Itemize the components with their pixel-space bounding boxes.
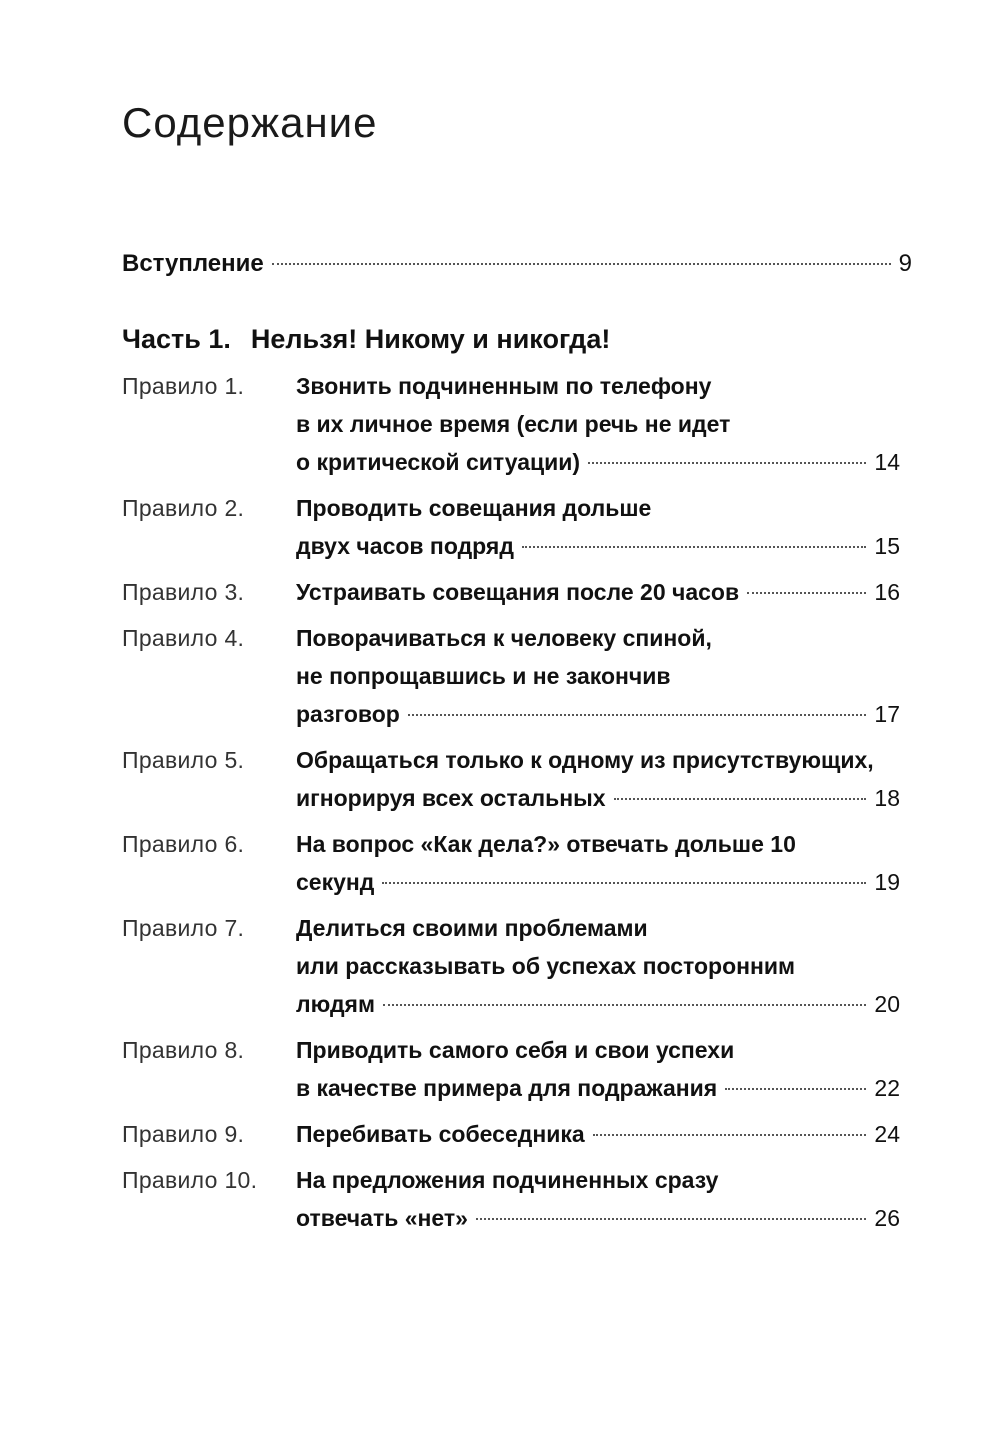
toc-entry-rule[interactable] — [122, 825, 900, 901]
rule-title-last-line — [296, 1199, 900, 1237]
toc-entry-rule[interactable] — [122, 489, 900, 565]
toc-page-number: 19 — [874, 869, 900, 895]
rule-label: Правило 6. — [122, 831, 245, 857]
toc-entry-rule[interactable] — [122, 1161, 900, 1237]
rule-title-line: На предложения подчиненных сразу — [296, 1167, 719, 1193]
dot-leader — [588, 462, 866, 464]
rule-title — [296, 619, 900, 733]
dot-leader — [383, 1004, 866, 1006]
rule-title-line: в качестве примера для подражания — [296, 1075, 718, 1101]
dot-leader — [476, 1218, 866, 1220]
rule-title — [296, 367, 900, 481]
toc-entry-rule[interactable] — [122, 573, 900, 611]
rule-title-line: секунд — [296, 869, 375, 895]
rule-title — [296, 741, 900, 817]
dot-leader — [725, 1088, 866, 1090]
rule-title-line: разговор — [296, 701, 400, 727]
toc-page-number: 26 — [874, 1205, 900, 1231]
dot-leader — [593, 1134, 867, 1136]
page-title: Содержание — [122, 99, 378, 146]
rule-title-last-line — [296, 779, 900, 817]
rule-label: Правило 7. — [122, 915, 245, 941]
rule-title-last-line — [296, 573, 900, 611]
rule-title-line: людям — [296, 991, 375, 1017]
toc-page-number: 15 — [874, 533, 900, 559]
part-number: Часть 1. — [122, 324, 231, 354]
toc-page-number: 18 — [874, 785, 900, 811]
toc-page-number: 9 — [898, 250, 912, 277]
rule-title-last-line — [296, 1115, 900, 1153]
rule-title — [296, 489, 900, 565]
rule-title-line: Проводить совещания дольше — [296, 495, 652, 521]
dot-leader — [522, 546, 866, 548]
toc-page-number: 17 — [874, 701, 900, 727]
rule-title-last-line — [296, 863, 900, 901]
rule-label: Правило 1. — [122, 373, 245, 399]
dot-leader — [614, 798, 867, 800]
toc-page-number: 20 — [874, 991, 900, 1017]
part-heading — [122, 320, 610, 358]
rule-title-line: или рассказывать об успехах посторонним — [296, 953, 796, 979]
dot-leader — [747, 592, 866, 594]
rule-title-line: Обращаться только к одному из присутствующих, — [296, 747, 874, 773]
rule-label: Правило 2. — [122, 495, 245, 521]
toc-page-number: 24 — [874, 1121, 900, 1147]
rule-title-last-line — [296, 985, 900, 1023]
rule-title — [296, 573, 900, 611]
rule-title-line: Делиться своими проблемами — [296, 915, 648, 941]
rule-title-line: Устраивать совещания после 20 часов — [296, 579, 740, 605]
rule-title-line: отвечать «нет» — [296, 1205, 468, 1231]
toc-entry-rule[interactable] — [122, 1031, 900, 1107]
rule-title-line: не попрощавшись и не закончив — [296, 663, 671, 689]
rule-label: Правило 10. — [122, 1167, 258, 1193]
rule-title — [296, 1161, 900, 1237]
rule-title-line: двух часов подряд — [296, 533, 514, 559]
dot-leader — [382, 882, 866, 884]
rule-label: Правило 8. — [122, 1037, 245, 1063]
dot-leader — [272, 263, 891, 265]
rule-title-line: игнорируя всех остальных — [296, 785, 606, 811]
toc-entry-rule[interactable] — [122, 367, 900, 481]
toc-entry-intro[interactable] — [122, 245, 912, 283]
toc-entry-label: Вступление — [122, 250, 264, 277]
toc-entry-rule[interactable] — [122, 1115, 900, 1153]
rule-title-line: Звонить подчиненным по телефону — [296, 373, 712, 399]
toc-page-number: 22 — [874, 1075, 900, 1101]
rule-label: Правило 5. — [122, 747, 245, 773]
toc-entry-rule[interactable] — [122, 741, 900, 817]
rule-title — [296, 1115, 900, 1153]
toc-page-number: 16 — [874, 579, 900, 605]
rule-title-last-line — [296, 1069, 900, 1107]
rule-title — [296, 825, 900, 901]
rule-title-line: в их личное время (если речь не идет — [296, 411, 731, 437]
rule-label: Правило 9. — [122, 1121, 245, 1147]
rule-title-last-line — [296, 443, 900, 481]
dot-leader — [408, 714, 867, 716]
rule-title-line: о критической ситуации) — [296, 449, 581, 475]
rule-label: Правило 3. — [122, 579, 245, 605]
rule-title — [296, 909, 900, 1023]
rule-title-line: Приводить самого себя и свои успехи — [296, 1037, 735, 1063]
rule-label: Правило 4. — [122, 625, 245, 651]
rule-title-line: На вопрос «Как дела?» отвечать дольше 10 — [296, 831, 796, 857]
toc-entry-rule[interactable] — [122, 619, 900, 733]
toc-page-number: 14 — [874, 449, 900, 475]
rules-list — [122, 367, 900, 1245]
rule-title-last-line — [296, 527, 900, 565]
toc-entry-rule[interactable] — [122, 909, 900, 1023]
part-title: Нельзя! Никому и никогда! — [250, 324, 611, 354]
rule-title-line: Перебивать собеседника — [296, 1121, 585, 1147]
rule-title-last-line — [296, 695, 900, 733]
rule-title — [296, 1031, 900, 1107]
rule-title-line: Поворачиваться к человеку спиной, — [296, 625, 712, 651]
